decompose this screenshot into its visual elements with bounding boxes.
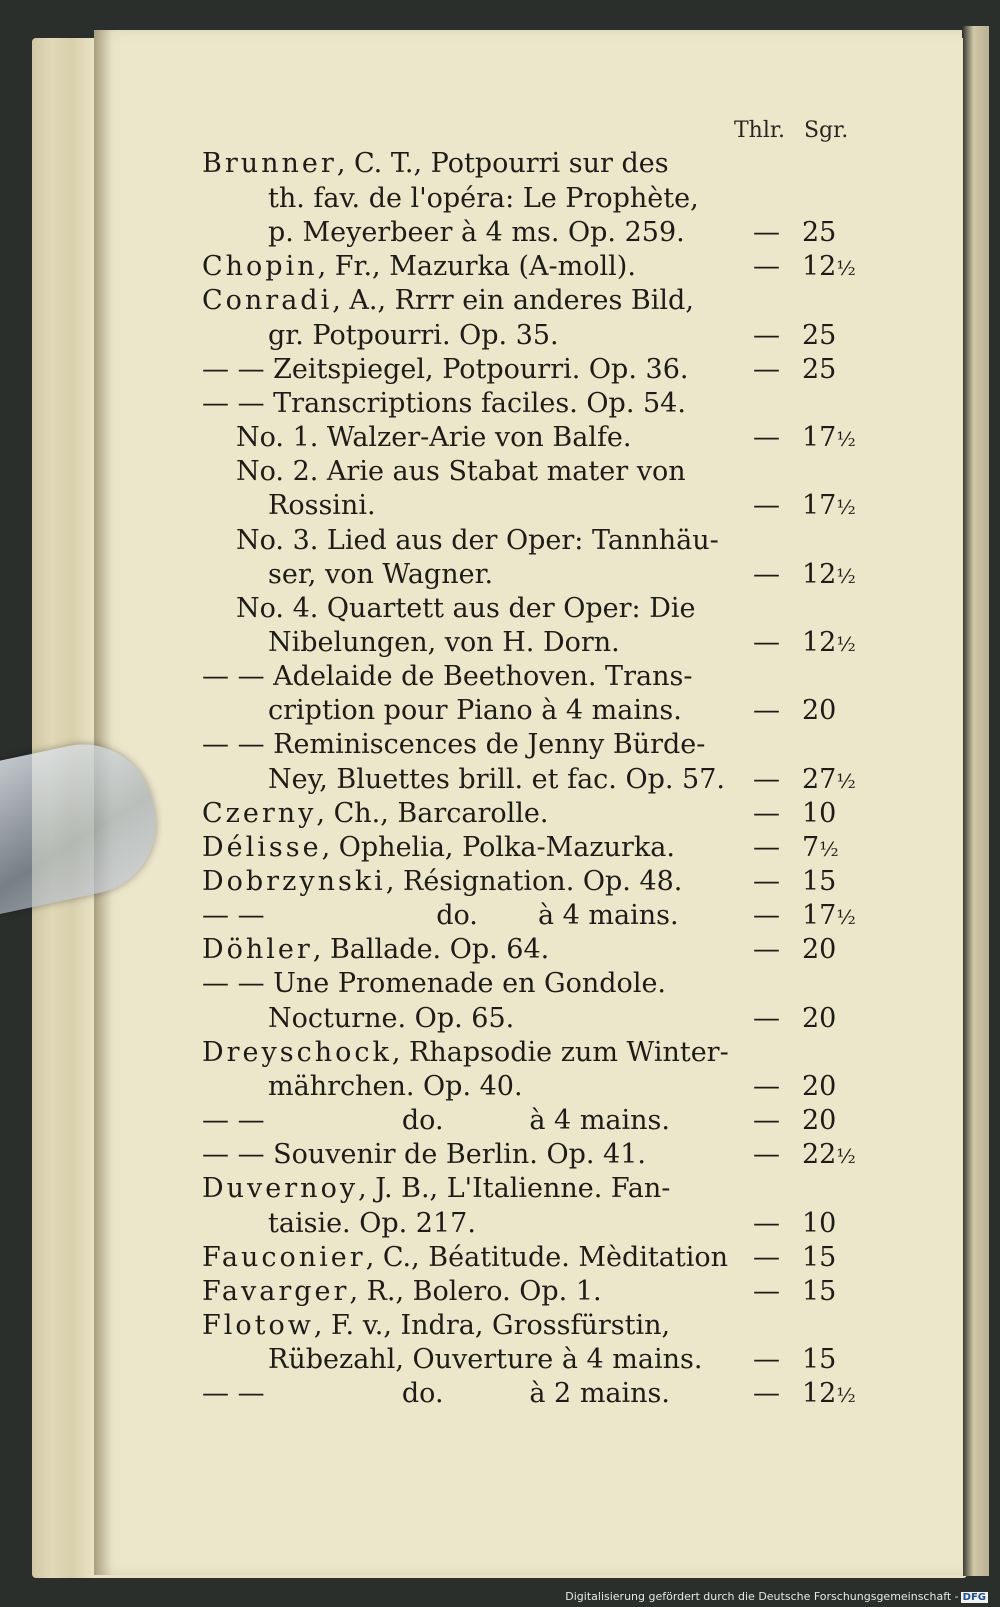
entry-text: No. 1. Walzer-Arie von Balfe. [236,422,632,454]
entry-line-text [202,1377,670,1411]
thaler-dash: — [753,558,780,590]
price-sgr [802,797,836,831]
entry-line-text [202,933,549,967]
entry-line-text [202,1309,670,1343]
price-fraction: ½ [819,836,839,861]
entry-line-text [268,1070,523,1104]
dfg-logo: DFG [962,1592,986,1603]
price-fraction: ½ [836,631,856,656]
entry-text: — — Zeitspiegel, Potpourri. Op. 36. [202,353,689,385]
entry-line-text [202,284,694,318]
entry-text: Nocturne. Op. 65. [268,1002,515,1034]
entry-line-text [268,319,559,353]
thaler-dash: — [753,763,780,795]
entry-text: Rübezahl, Ouverture à 4 mains. [268,1344,703,1376]
price-value: 20 [802,1002,837,1034]
entry-text: , C., Béatitude. Mèditation [365,1241,728,1273]
entry-text: — — Adelaide de Beethoven. Trans- [202,661,693,693]
entry-line-text [268,694,682,728]
header-silbergroschen: Sgr. [803,118,849,143]
price-sgr [802,489,856,524]
price-fraction: ½ [836,427,856,452]
price-value: 20 [802,695,837,727]
entry-line-text [202,1275,602,1309]
entry-text: — — Souvenir de Berlin. Op. 41. [202,1139,646,1171]
price-value: 17 [802,490,837,522]
price-value: 15 [802,1275,837,1307]
entry-text: th. fav. de l'opéra: Le Prophète, [268,183,699,214]
composer-name: Dobrzynski [202,866,386,897]
footer-text: Digitalisierung gefördert durch die Deutsche Forschungsgemeinschaft - [565,1590,959,1603]
entry-line-text [202,831,675,865]
entry-line-text [236,455,686,489]
entry-line-text [268,626,620,660]
entry-line-text [268,216,685,250]
entry-text: ser, von Wagner. [268,558,494,590]
price-value: 22 [802,1139,837,1171]
entry-text: Rossini. [268,490,376,522]
composer-name: Fauconier [202,1241,366,1273]
price-sgr [802,763,856,798]
entry-text: cription pour Piano à 4 mains. [268,695,682,727]
entry-text: — — do. à 2 mains. [202,1378,670,1410]
header-thaler: Thlr. [734,118,785,143]
thaler-dash: — [753,866,780,897]
price-value: 20 [802,934,837,966]
entry-text: , Ballade. Op. 64. [312,934,550,966]
thaler-dash: — [753,797,780,829]
entry-text: — — do. à 4 mains. [202,900,679,932]
price-sgr [802,250,856,285]
price-sgr [802,558,856,593]
price-sgr [802,1241,836,1275]
price-fraction: ½ [836,905,856,930]
thaler-dash: — [753,1378,780,1410]
thaler-dash: — [753,934,780,966]
entry-line-text [202,1104,670,1138]
thaler-dash: — [753,1002,780,1034]
price-sgr [802,865,836,899]
price-sgr [802,319,836,353]
thaler-dash: — [753,695,780,727]
digitization-footer [565,1590,988,1603]
price-value: 10 [802,797,837,829]
entry-line-text [202,1241,728,1275]
price-value: 7 [802,831,820,863]
price-sgr [802,1207,836,1241]
composer-name: Brunner [202,148,337,179]
thaler-dash: — [753,831,780,863]
price-value: 17 [802,422,837,454]
entry-line-text [202,865,682,899]
thaler-dash: — [753,251,780,283]
price-sgr [802,1002,836,1036]
thaler-dash: — [753,217,780,249]
entry-line-text [268,489,376,523]
composer-name: Délisse [202,831,322,863]
price-value: 25 [802,217,837,249]
price-value: 10 [802,1207,837,1239]
entry-text: p. Meyerbeer à 4 ms. Op. 259. [268,217,685,249]
entry-line-text [202,660,692,694]
entry-line-text [268,1343,702,1377]
entry-line-text [202,899,679,933]
entry-line-text [202,1036,729,1070]
price-value: 12 [802,626,837,658]
entry-text: , J. B., L'Italienne. Fan- [358,1173,671,1205]
entry-line-text [268,763,725,797]
price-sgr [802,899,856,934]
price-sgr [802,1070,836,1104]
entry-text: gr. Potpourri. Op. 35. [268,319,559,351]
entry-line-text [268,182,699,216]
entry-text: Nibelungen, von H. Dorn. [268,626,620,658]
price-value: 15 [802,866,837,897]
entry-line-text [202,1172,670,1206]
thaler-dash: — [753,1105,780,1137]
entry-text: No. 4. Quartett aus der Oper: Die [236,592,696,624]
entry-line-text [268,558,493,592]
entry-line-text [202,967,666,1001]
entry-line-text [202,797,548,831]
thaler-dash: — [753,1275,780,1307]
price-value: 17 [802,900,837,932]
composer-name: Flotow [202,1309,314,1341]
entry-text: , A., Rrrr ein anderes Bild, [332,285,694,317]
thaler-dash: — [753,1139,780,1171]
entry-text: , C. T., Potpourri sur des [336,148,669,179]
entry-text: — — do. à 4 mains. [202,1105,670,1137]
thaler-dash: — [753,1241,780,1273]
entry-line-text [202,728,705,762]
thaler-dash: — [753,490,780,522]
entry-line-text [236,592,695,626]
price-value: 25 [802,353,837,385]
price-value: 12 [802,1378,837,1410]
thaler-dash: — [753,422,780,454]
entry-text: , Ch., Barcarolle. [316,797,549,829]
entry-text: — — Une Promenade en Gondole. [202,968,667,1000]
price-fraction: ½ [836,495,856,520]
price-value: 20 [802,1070,837,1102]
thaler-dash: — [753,1207,780,1239]
entry-text: , Ophelia, Polka-Mazurka. [321,831,675,863]
price-value: 15 [802,1344,837,1376]
entry-line-text [202,387,686,421]
price-value: 20 [802,1105,837,1137]
price-sgr [802,831,839,866]
price-sgr [802,933,836,967]
thaler-dash: — [753,319,780,351]
price-value: 15 [802,1241,837,1273]
thaler-dash: — [753,353,780,385]
entry-line-text [236,524,719,558]
entry-text: , Fr., Mazurka (A-moll). [317,251,636,283]
price-fraction: ½ [836,1144,856,1169]
price-value: 27 [802,763,837,795]
thaler-dash: — [753,626,780,658]
entry-text: , Résignation. Op. 48. [385,866,683,897]
price-fraction: ½ [836,563,856,588]
composer-name: Duvernoy [202,1173,359,1205]
entry-text: No. 3. Lied aus der Oper: Tannhäu- [236,524,719,556]
price-sgr [802,421,856,456]
entry-line-text [268,1002,514,1036]
entry-text: mährchen. Op. 40. [268,1070,523,1102]
entry-text: , R., Bolero. Op. 1. [349,1275,602,1307]
thaler-dash: — [753,1344,780,1376]
price-sgr [802,694,836,728]
entry-text: — — Reminiscences de Jenny Bürde- [202,729,706,761]
entry-text: — — Transcriptions faciles. Op. 54. [202,387,686,419]
entry-text: taisie. Op. 217. [268,1207,476,1239]
price-sgr [802,1138,856,1173]
price-value: 12 [802,251,837,283]
entry-text: , Rhapsodie zum Winter- [391,1036,729,1068]
thaler-dash: — [753,900,780,932]
composer-name: Favarger [202,1275,350,1307]
price-sgr [802,626,856,661]
entry-line-text [202,250,636,284]
thaler-dash: — [753,1070,780,1102]
price-fraction: ½ [836,256,856,281]
price-value: 25 [802,319,837,351]
price-sgr [802,353,836,387]
price-value: 12 [802,558,837,590]
entry-text: , F. v., Indra, Grossfürstin, [313,1309,671,1341]
entry-line-text [202,1138,646,1172]
price-sgr [802,216,836,250]
price-fraction: ½ [836,1383,856,1408]
entry-line-text [236,421,632,455]
price-sgr [802,1104,836,1138]
entry-text: No. 2. Arie aus Stabat mater von [236,456,686,488]
composer-name: Dreyschock [202,1036,392,1068]
entry-line-text [268,1207,476,1241]
entry-text: Ney, Bluettes brill. et fac. Op. 57. [268,763,725,795]
price-sgr [802,1343,836,1377]
price-fraction: ½ [836,768,856,793]
price-sgr [802,1377,856,1412]
composer-name: Chopin [202,251,318,283]
composer-name: Czerny [202,797,317,829]
price-sgr [802,1275,836,1309]
composer-name: Döhler [202,934,313,966]
composer-name: Conradi [202,285,333,317]
entry-line-text [202,353,688,387]
